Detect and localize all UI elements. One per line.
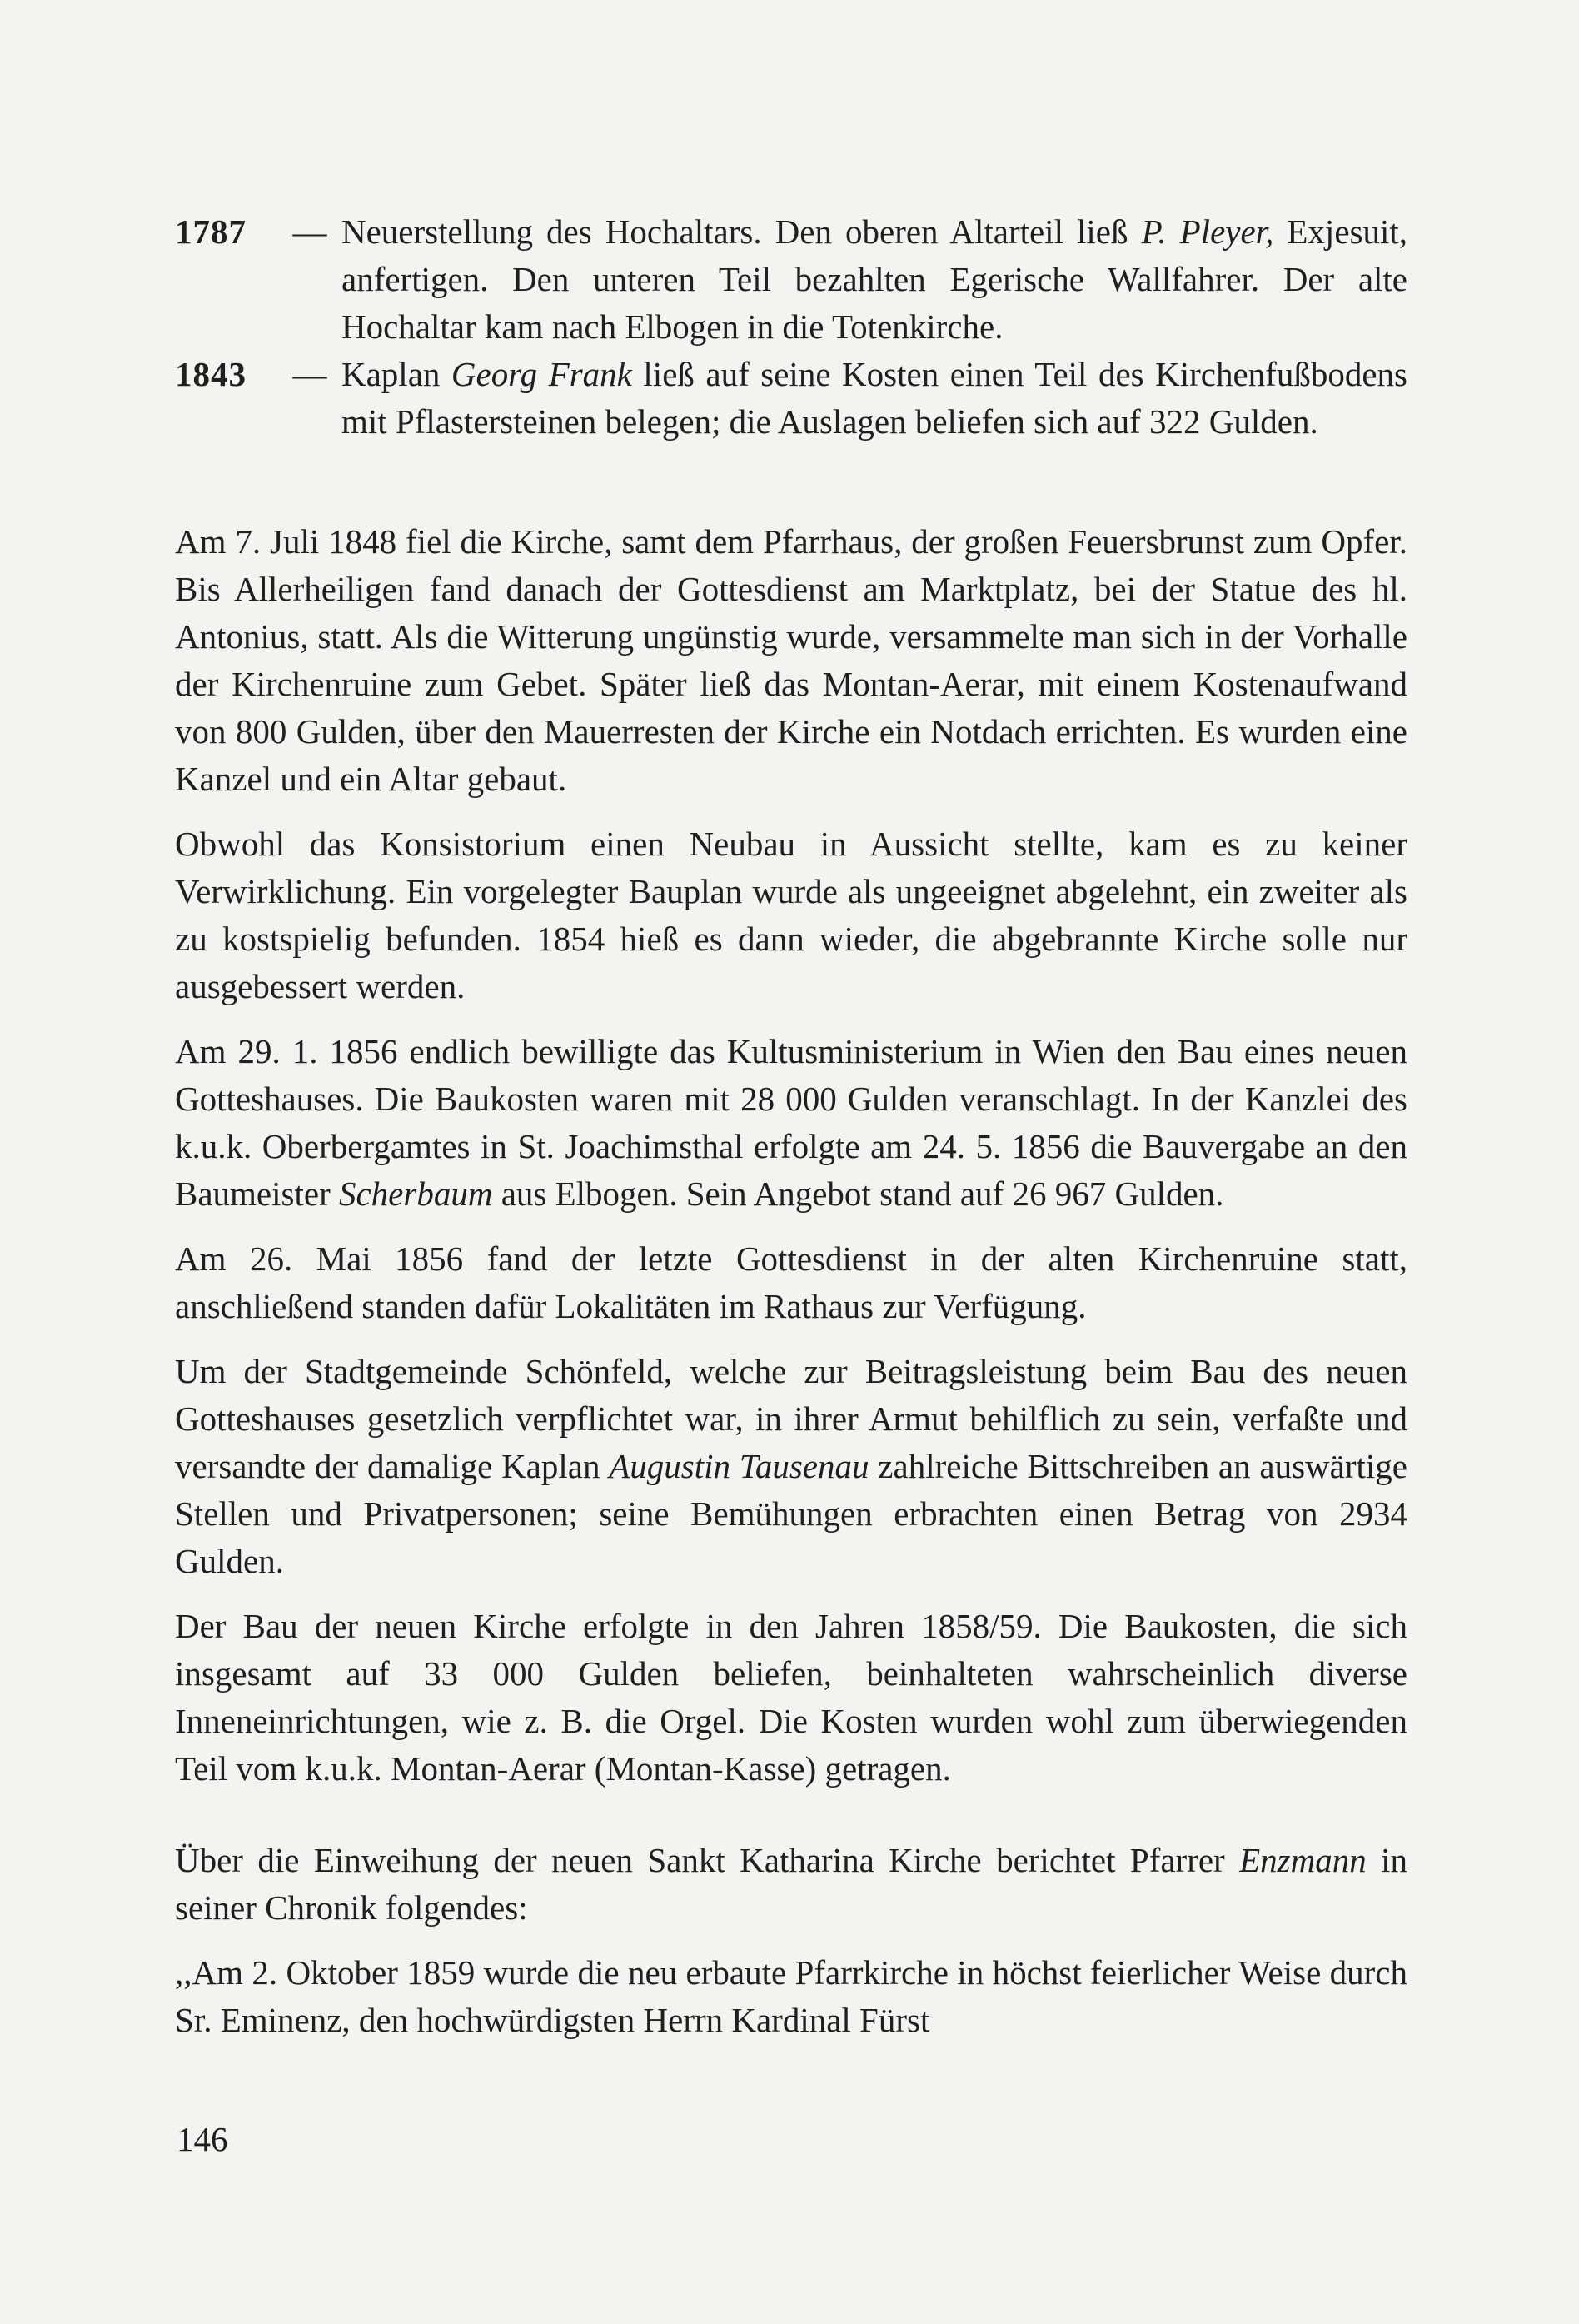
chronology-list	[175, 208, 1407, 446]
paragraph-fire-1848: Am 7. Juli 1848 fiel die Kirche, samt dem Pfarrhaus, der großen Feuersbrunst zum Opfer. Bis Allerheiligen fand danach der Gottesdienst am Marktplatz, bei der Statue des hl. Antonius, statt. Als die Witterung ungünstig wurde, versammelte man sich in der Vorhalle der Kirchenruine zum Gebet. Später ließ das Montan-Aerar, mit einem Kostenaufwand von 800 Gulden, über den Mauerresten der Kirche ein Notdach errichten. Es wurden eine Kanzel und ein Altar gebaut.	[175, 522, 1407, 798]
person-name: Scherbaum	[338, 1174, 493, 1213]
person-name: P. Pleyer,	[1141, 212, 1274, 251]
person-name: Augustin Tausenau	[609, 1447, 869, 1485]
paragraph-quote: ,,Am 2. Oktober 1859 wurde die neu erbaute Pfarrkirche in höchst feierlicher Weise durch Sr. Eminenz, den hochwürdigsten Herrn Kardinal Fürst	[175, 1953, 1407, 2039]
paragraph-consecration-intro: Über die Einweihung der neuen Sankt Katharina Kirche berichtet Pfarrer Enzmann in seiner Chronik folgendes:	[175, 1841, 1407, 1927]
dash-separator: —	[292, 355, 327, 393]
year-label: 1843	[175, 355, 247, 393]
entry-text: Neuerstellung des Hochaltars. Den oberen Altarteil ließ P. Pleyer, Exjesuit, anfertigen. Den unteren Teil bezahlten Egerische Wallfahrer. Der alte Hochaltar kam nach Elbogen in die Totenkirche.	[341, 212, 1408, 346]
paragraph-fundraising: Um der Stadtgemeinde Schönfeld, welche zur Beitragsleistung beim Bau des neuen Gotteshauses gesetzlich verpflichtet war, in ihrer Armut behilflich zu sein, verfaßte und versandte der damalige Kaplan Augustin Tausenau zahlreiche Bittschreiben an auswärtige Stellen und Privatpersonen; seine Bemühungen erbrachten einen Betrag von 2934 Gulden.	[175, 1352, 1407, 1580]
dash-separator: —	[292, 212, 327, 251]
paragraph-consistory: Obwohl das Konsistorium einen Neubau in Aussicht stellte, kam es zu keiner Verwirklichung. Ein vorgelegter Bauplan wurde als ungeeignet abgelehnt, ein zweiter als zu kostspielig befunden. 1854 hieß es dann wieder, die abgebrannte Kirche solle nur ausgebessert werden.	[175, 825, 1407, 1005]
entry-text: Kaplan Georg Frank ließ auf seine Kosten einen Teil des Kirchenfußbodens mit Pflastersteinen belegen; die Auslagen beliefen sich auf 322 Gulden.	[341, 355, 1407, 441]
chronology-entry-1787	[175, 208, 1407, 351]
person-name: Georg Frank	[451, 355, 632, 393]
paragraph-construction: Der Bau der neuen Kirche erfolgte in den Jahren 1858/59. Die Baukosten, die sich insgesamt auf 33 000 Gulden beliefen, beinhalteten wahrscheinlich diverse Inneneinrichtungen, wie z. B. die Orgel. Die Kosten wurden wohl zum überwiegenden Teil vom k.u.k. Montan-Aerar (Montan-Kasse) getragen.	[175, 1607, 1407, 1788]
paragraph-last-service: Am 26. Mai 1856 fand der letzte Gottesdienst in der alten Kirchenruine statt, anschließend standen dafür Lokalitäten im Rathaus zur Verfügung.	[175, 1239, 1407, 1325]
page-number: 146	[177, 2120, 228, 2158]
chronology-entry-1843	[175, 351, 1407, 446]
person-name: Enzmann	[1239, 1841, 1367, 1879]
year-label: 1787	[175, 212, 247, 251]
paragraph-approval-1856: Am 29. 1. 1856 endlich bewilligte das Kultusministerium in Wien den Bau eines neuen Gotteshauses. Die Baukosten waren mit 28 000 Gulden veranschlagt. In der Kanzlei des k.u.k. Oberbergamtes in St. Joachimsthal erfolgte am 24. 5. 1856 die Bauvergabe an den Baumeister Scherbaum aus Elbogen. Sein Angebot stand auf 26 967 Gulden.	[175, 1032, 1407, 1213]
body-text	[175, 518, 1407, 2062]
